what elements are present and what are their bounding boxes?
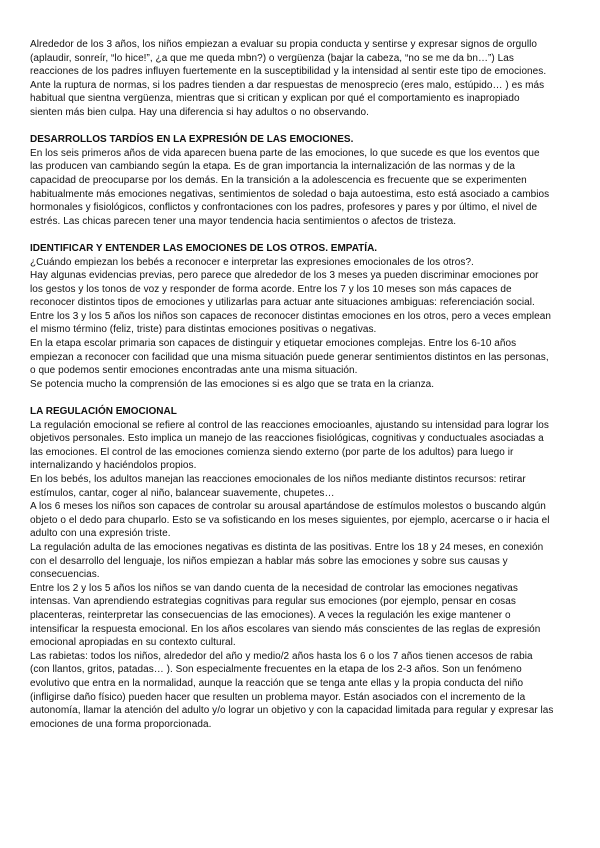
section-paragraph: En la etapa escolar primaria son capaces de distinguir y etiquetar emociones complejas. Entre los 6-10 años empiezan a reconocer con facilidad que una misma situación puede generar sentimientos distintos en las personas, o que podemos sentir emociones encontradas ante una misma situación. (30, 338, 549, 377)
section-spacer (30, 120, 554, 134)
section-title: IDENTIFICAR Y ENTENDER LAS EMOCIONES DE LOS OTROS. EMPATÍA. (30, 242, 378, 254)
intro-paragraph-1: Alrededor de los 3 años, los niños empiezan a evaluar su propia conducta y sentirse y expresar signos de orgullo (aplaudir, sonreír, “lo hice!”, ¿a que me queda mbn?) o vergüenza (bajar la cabeza, “no se me da bn…”) Las reacciones de los padres influyen fuertemente en la susceptibilidad y la intensidad al sentir este tipo de emociones. (30, 39, 547, 78)
intro-paragraph-2: Ante la ruptura de normas, si los padres tienden a dar respuestas de menosprecio (eres malo, estúpido… ) es más habitual que sientna vergüenza, mientras que si critican y explican por qué el comportamiento es inapropiado sienten más bien culpa. Hay una diferencia si hay adultos o no observando. (30, 79, 545, 118)
section-spacer (30, 228, 554, 242)
section-paragraph: Las rabietas: todos los niños, alrededor del año y medio/2 años hasta los 6 o los 7 años tienen accesos de rabia (con llantos, gritos, patadas… ). Son especialmente frecuentes en la etapa de los 2-3 años. Son un fenómeno evolutivo que entra en la normalidad, aunque la reacción que se tenga ante ellas y la propia conducta del niño (infligirse daño físico) pueden hacer que resulten un problema mayor. Están asociados con el incremento de la autonomía, llamar la atención del adulto y/o lograr un objetivo y con la capacidad limitada para regular y expresar las emociones de una forma proporcionada. (30, 650, 554, 730)
section-paragraph: La regulación adulta de las emociones negativas es distinta de las positivas. Entre los 18 y 24 meses, en conexión con el desarrollo del lenguaje, los niños empiezan a hablar más sobre las emociones y sobre sus causas y consecuencias. (30, 541, 544, 581)
section-paragraph: ¿Cuándo empiezan los bebés a reconocer e interpretar las expresiones emocionales de los otros?. (30, 256, 474, 268)
section-title: LA REGULACIÓN EMOCIONAL (30, 406, 177, 418)
section-paragraph: En los bebés, los adultos manejan las reacciones emocionales de los niños mediante distintos recursos: retirar estímulos, cantar, coger al niño, balancear suavemente, chupetes… (30, 474, 526, 499)
section-paragraph: A los 6 meses los niños son capaces de controlar su arousal apartándose de estímulos molestos o buscando algún objeto o el dedo para chuparlo. Esto se va sofisticando en los meses siguientes, por ejemplo, acercarse o ir hacia el adulto con una expresión triste. (30, 501, 550, 540)
section-emotional-regulation (30, 405, 554, 731)
section-empathy (30, 242, 554, 392)
section-paragraph: Entre los 3 y los 5 años los niños son capaces de reconocer distintas emociones en los otros, pero a veces emplean el mismo término (feliz, triste) para distintas emociones positivas o negativas. (30, 310, 551, 336)
section-spacer (30, 391, 554, 405)
section-late-development (30, 133, 554, 228)
section-paragraph: Se potencia mucho la comprensión de las emociones si es algo que se trata en la crianza. (30, 378, 435, 390)
section-title: DESARROLLOS TARDÍOS EN LA EXPRESIÓN DE LAS EMOCIONES. (30, 134, 354, 146)
section-paragraph: En los seis primeros años de vida aparecen buena parte de las emociones, lo que sucede es que los eventos que las producen van cambiando según la etapa. Es de gran importancia la internalización de las normas y de la capacidad de preocuparse por los demás. En la transición a la adolescencia es frecuente que se experimenten habitualmente más emociones negativas, sentimientos de soledad o baja autoestima, esto está asociado a cambios hormonales y fisiológicos, conflictos y confrontaciones con los padres, profesores y pares y por último, el nivel de estrés. Las chicas parecen tener una mayor tendencia hacia sentimientos o afectos de tristeza. (30, 147, 550, 227)
section-paragraph: La regulación emocional se refiere al control de las reacciones emocioanles, ajustando su intensidad para lograr los objetivos personales. Esto implica un manejo de las reacciones fisiológicas, cognitivas y conductuales asociadas a las emociones. El control de las emociones comienza siendo externo (por parte de los adultos) para luego ir internalizando y haciéndolos propios. (30, 419, 549, 472)
section-paragraph: Hay algunas evidencias previas, pero parece que alrededor de los 3 meses ya pueden discriminar emociones por los gestos y los tonos de voz y responder de forma acorde. Entre los 7 y los 10 meses son más capaces de reconocer distintos tipos de emociones y utilizarlas para actuar ante situaciones ambiguas: referenciación social. (30, 270, 539, 309)
section-paragraph: Entre los 2 y los 5 años los niños se van dando cuenta de la necesidad de controlar las emociones negativas intensas. Van aprendiendo estrategias cognitivas para regular sus emociones (por ejemplo, pensar en cosas placenteras, reinterpretar las consecuencias de las emociones). A veces la regulación les exige mantener o intensificar la respuesta emocional. En los años escolares van siendo más conscientes de las reglas de expresión emocional apropiadas en su contexto cultural. (30, 582, 541, 649)
